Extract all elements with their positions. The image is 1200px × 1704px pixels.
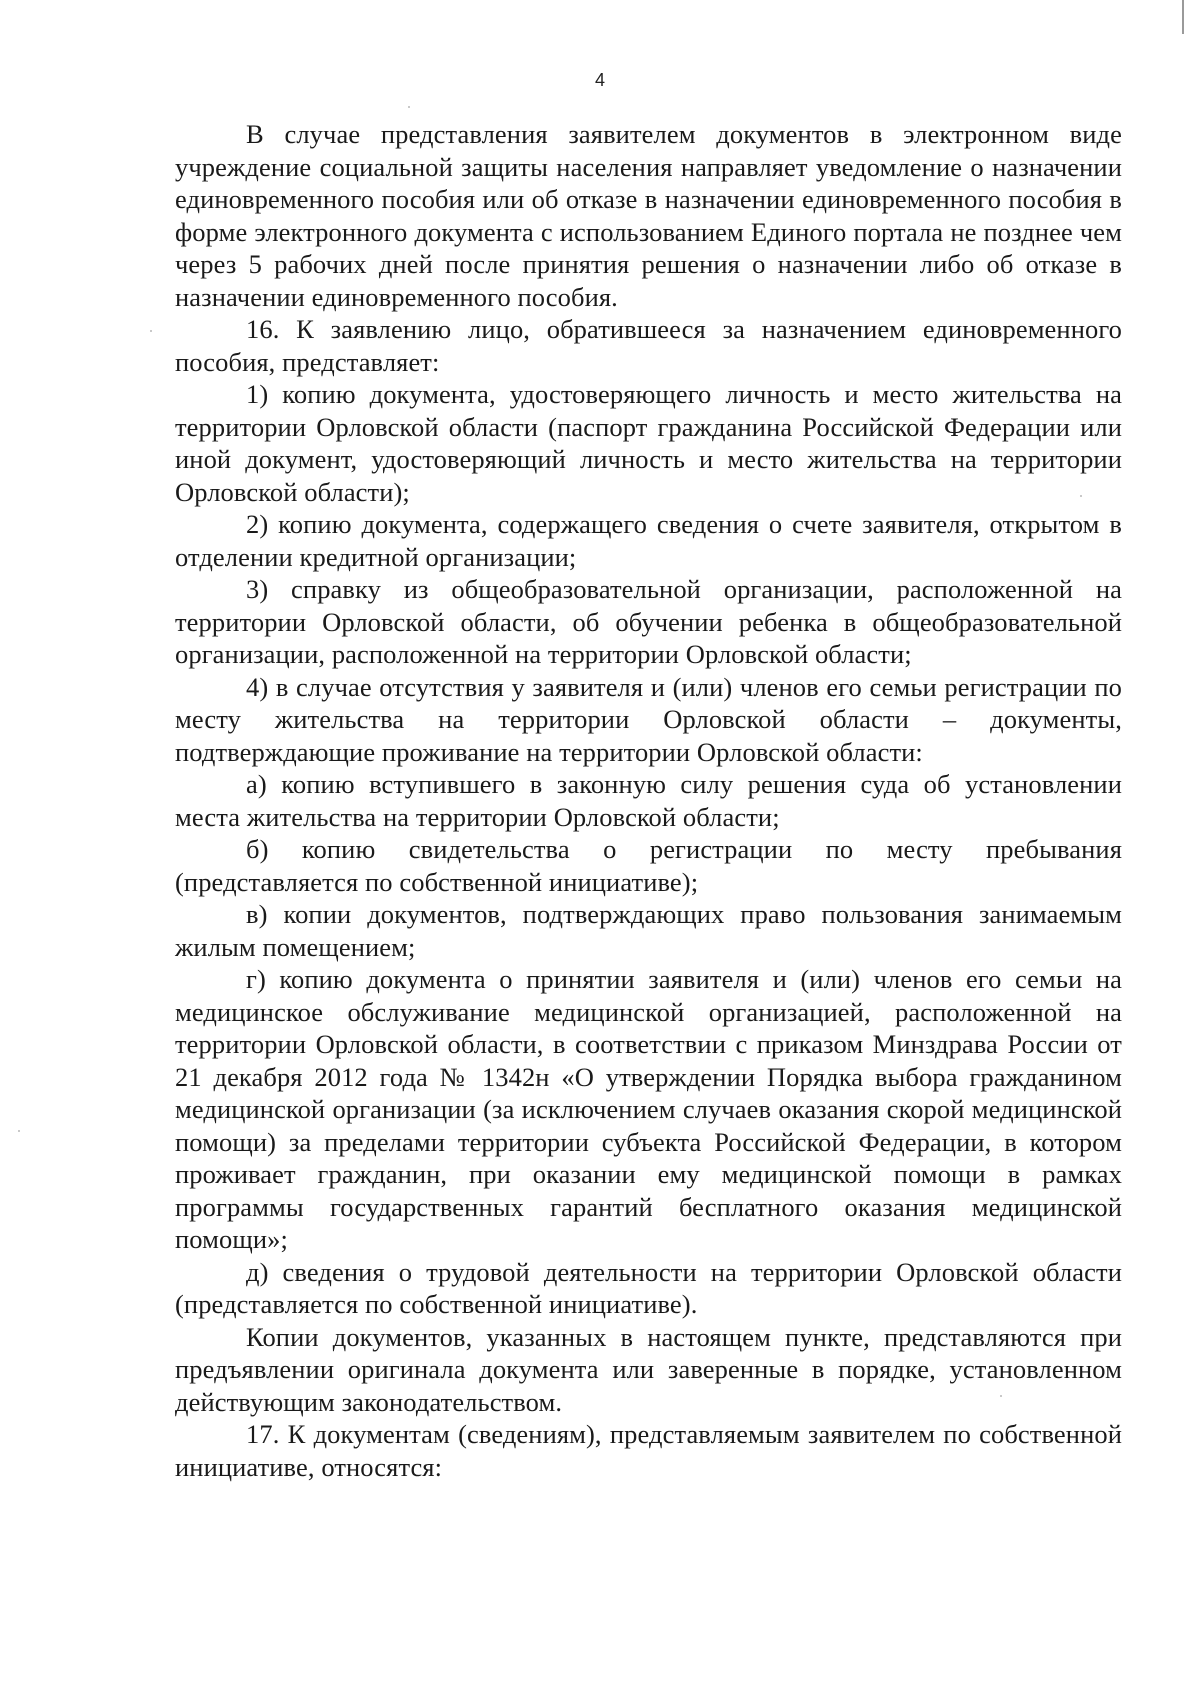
scan-speck — [18, 1130, 20, 1132]
list-item-3: 3) справку из общеобразовательной организации, расположенной на территории Орловской области, об обучении ребенка в общеобразовательной организации, расположенной на территории Орловской области; — [175, 574, 1122, 669]
scan-speck — [408, 106, 410, 108]
list-item-1: 1) копию документа, удостоверяющего личность и место жительства на территории Орловской области (паспорт гражданина Российской Федерации или иной документ, удостоверяющий личность и место жительства на территории Орловской области); — [175, 379, 1122, 507]
list-item-2: 2) копию документа, содержащего сведения о счете заявителя, открытом в отделении кредитной организации; — [175, 509, 1122, 572]
paragraph-copies-note: Копии документов, указанных в настоящем пункте, представляются при предъявлении оригинала документа или заверенные в порядке, установленном действующим законодательством. — [175, 1321, 1122, 1417]
subitem-a: а) копию вступившего в законную силу решения суда об установлении места жительства на территории Орловской области; — [175, 769, 1122, 832]
subitem-g: г) копию документа о принятии заявителя и (или) членов его семьи на медицинское обслуживание медицинской организацией, расположенной на территории Орловской области, в соответствии с приказом Минздрава России от 21 декабря 2012 года № 1342н «О утверждении Порядка выбора гражданином медицинской организации (за исключением случаев оказания скорой медицинской помощи) за пределами территории субъекта Российской Федерации, в котором проживает гражданин, при оказании ему медицинской помощи в рамках программы государственных гарантий бесплатного оказания медицинской помощи»; — [175, 964, 1122, 1254]
subitem-v: в) копии документов, подтверждающих право пользования занимаемым жилым помещением; — [175, 899, 1122, 962]
subitem-b: б) копию свидетельства о регистрации по месту пребывания (представляется по собственной инициативе); — [175, 834, 1122, 897]
scan-edge-mark — [1182, 0, 1184, 34]
subitem-d: д) сведения о трудовой деятельности на территории Орловской области (представляется по собственной инициативе). — [175, 1256, 1122, 1319]
paragraph-electronic-notice: В случае представления заявителем документов в электронном виде учреждение социальной защиты населения направляет уведомление о назначении единовременного пособия или об отказе в назначении единовременного пособия в форме электронного документа с использованием Единого портала не позднее чем через 5 рабочих дней после принятия решения о назначении либо об отказе в назначении единовременного пособия. — [175, 119, 1122, 312]
scan-speck — [150, 330, 152, 332]
paragraph-16-intro: 16. К заявлению лицо, обратившееся за назначением единовременного пособия, представляет: — [175, 314, 1122, 377]
document-body — [175, 118, 1122, 1483]
list-item-4: 4) в случае отсутствия у заявителя и (или) членов его семьи регистрации по месту жительства на территории Орловской области – документы, подтверждающие проживание на территории Орловской области: — [175, 671, 1122, 767]
paragraph-17-intro: 17. К документам (сведениям), представляемым заявителем по собственной инициативе, относятся: — [175, 1419, 1122, 1482]
page-number: 4 — [594, 70, 605, 90]
